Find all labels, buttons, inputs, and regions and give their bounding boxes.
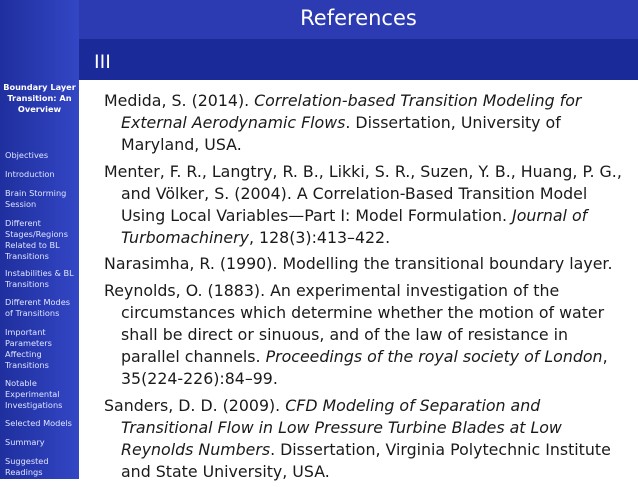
reference-text: Sanders, D. D. (2009). bbox=[104, 395, 286, 415]
reference-entry bbox=[104, 253, 626, 275]
frame-title: III bbox=[94, 51, 111, 73]
reference-italic: Journal of Turbomachinery bbox=[121, 206, 588, 248]
sidebar-item-experimental[interactable]: Notable Experimental Investigations bbox=[5, 378, 63, 410]
sidebar-navigation bbox=[0, 0, 79, 479]
sidebar-item-stages-regions[interactable]: Different Stages/Regions Related to BL Transitions bbox=[5, 218, 68, 261]
section-title: References bbox=[300, 6, 417, 30]
reference-italic: CFD Modeling of Separation and Transitional Flow in Low Pressure Turbine Blades at Low Reynolds Numbers bbox=[121, 395, 562, 460]
sidebar-item-modes[interactable]: Different Modes of Transitions bbox=[5, 297, 71, 318]
reference-entry bbox=[104, 90, 626, 157]
header-bar bbox=[79, 0, 638, 39]
reference-text: Narasimha, R. (1990). Modelling the transitional boundary layer. bbox=[104, 254, 613, 274]
reference-text: , 35(224-226):84–99. bbox=[121, 347, 608, 389]
sidebar-item-parameters[interactable]: Important Parameters Affecting Transitions bbox=[5, 327, 52, 370]
reference-text: . Dissertation, University of Maryland, USA. bbox=[121, 113, 561, 155]
reference-entry bbox=[104, 395, 626, 484]
reference-text: Reynolds, O. (1883). An experimental investigation of the circumstances which determine whether the motion of water shall be direct or sinuous, and of the law of resistance in parallel channels. bbox=[104, 280, 605, 367]
sidebar-item-summary[interactable]: Summary bbox=[5, 437, 45, 447]
reference-text: . Dissertation, Virginia Polytechnic Institute and State University, USA. bbox=[121, 440, 611, 482]
reference-italic: Correlation-based Transition Modeling for External Aerodynamic Flows bbox=[121, 91, 582, 133]
presentation-title: Boundary Layer Transition: An Overview bbox=[3, 82, 76, 114]
sidebar-item-brain-storming[interactable]: Brain Storming Session bbox=[5, 188, 67, 209]
sidebar-item-readings[interactable]: Suggested Readings bbox=[5, 456, 49, 477]
frame-title-bar bbox=[79, 39, 638, 80]
sidebar-item-models[interactable]: Selected Models bbox=[5, 418, 72, 428]
reference-text: , 128(3):413–422. bbox=[249, 228, 391, 248]
reference-list bbox=[104, 90, 626, 487]
reference-italic: Proceedings of the royal society of London bbox=[265, 347, 603, 367]
reference-entry bbox=[104, 280, 626, 391]
reference-text: Medida, S. (2014). bbox=[104, 91, 255, 110]
reference-text: Menter, F. R., Langtry, R. B., Likki, S. R., Suzen, Y. B., Huang, P. G., and Völker, S. (2004). A Correlation-Based Transition Model Using Local Variables—Part I: Model Formulation. bbox=[104, 161, 622, 226]
sidebar-item-objectives[interactable]: Objectives bbox=[5, 150, 49, 160]
sidebar-item-introduction[interactable]: Introduction bbox=[5, 169, 55, 179]
sidebar-item-instabilities[interactable]: Instabilities & BL Transitions bbox=[5, 268, 74, 289]
reference-entry bbox=[104, 161, 626, 250]
